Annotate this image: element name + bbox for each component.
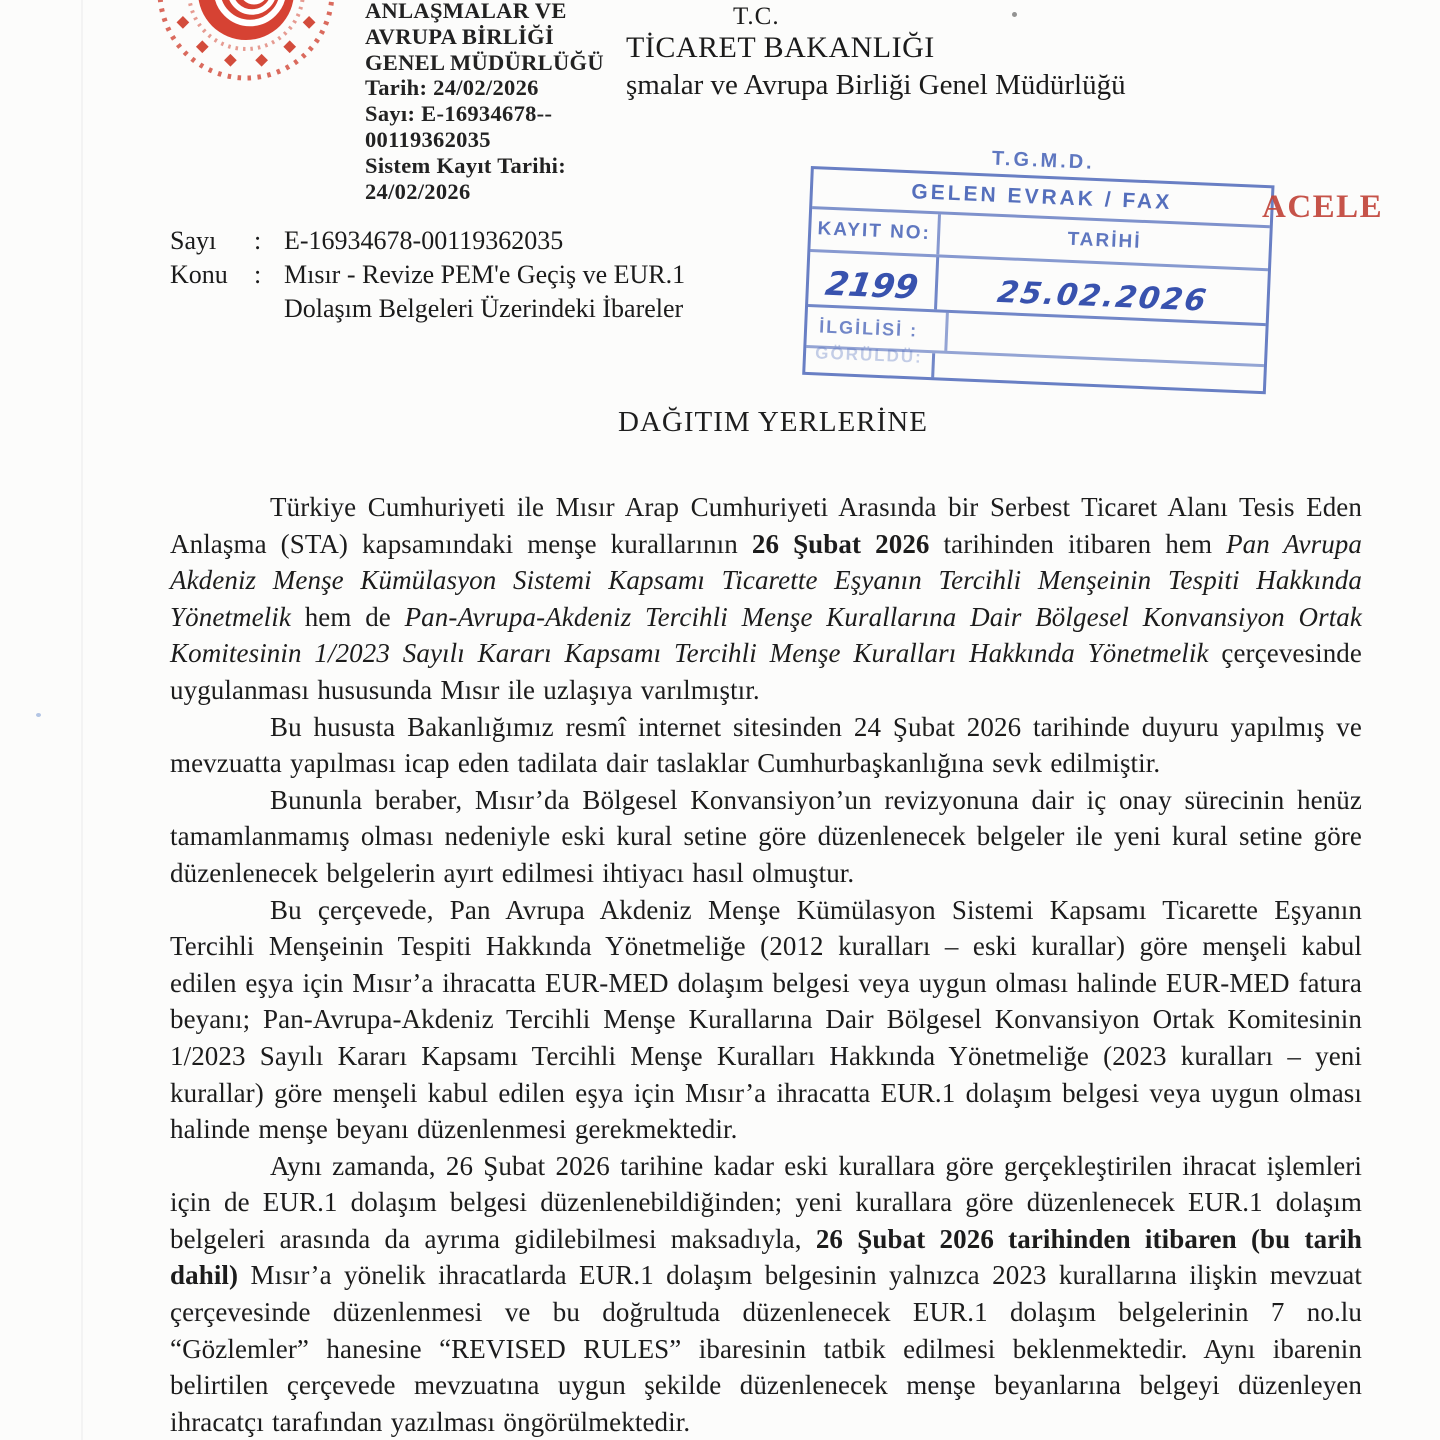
- letter-body: [170, 489, 1362, 1440]
- letterhead-number-cont: 00119362035: [365, 126, 491, 152]
- sayi-value: E-16934678-00119362035: [284, 226, 564, 255]
- letterhead-line: AVRUPA BİRLİĞİ: [365, 23, 555, 49]
- sayi-label: Sayı: [170, 226, 217, 255]
- letterhead-date: Tarih: 24/02/2026: [365, 75, 539, 101]
- konu-value-line1: Mısır - Revize PEM'e Geçiş ve EUR.1: [284, 260, 686, 289]
- body-paragraph-5: Aynı zamanda, 26 Şubat 2026 tarihine kadar eski kurallara göre gerçekleştirilen ihracat işlemleri için de EUR.1 dolaşım belgesi düzenlenebildiğinden; yeni kurallara göre düzenlenecek EUR.1 dolaşım belgeleri arasında da ayrıma gidilebilmesi maksadıyla, 26 Şubat 2026 tarihinden itibaren (bu tarih dahil) Mısır’a yönelik ihracatlarda EUR.1 dolaşım belgesinin yalnızca 2023 kurallarına ilişkin mevzuat çerçevesinde düzenlenmesi ve bu doğrultuda düzenlenecek EUR.1 dolaşım belgelerinin 7 no.lu “Gözlemler” hanesine “REVISED RULES” ibaresinin tatbik edilmesi beklenmektedir. Aynı ibarenin belirtilen çerçevede mevzuatına uygun şekilde düzenlenecek menşe beyanlarına belgeyi düzenleyen ihracatçı tarafından yazılması öngörülmektedir.: [170, 1150, 1362, 1437]
- stamp-goruldu-label: GÖRÜLDÜ:: [814, 343, 924, 367]
- reference-block: [170, 224, 685, 326]
- sayi-colon: :: [254, 226, 262, 255]
- stamp-tarih-label: TARİHİ: [1067, 228, 1142, 253]
- stamp-kayit-label: KAYIT NO:: [810, 209, 941, 254]
- body-paragraph-1: Türkiye Cumhuriyeti ile Mısır Arap Cumhuriyeti Arasında bir Serbest Ticaret Alanı Tesis Eden Anlaşma (STA) kapsamındaki menşe kurallarının 26 Şubat 2026 tarihinden itibaren hem Pan Avrupa Akdeniz Menşe Kümülasyon Sistemi Kapsamı Ticarette Eşyanın Tercihli Menşeinin Tespiti Hakkında Yönetmelik hem de Pan-Avrupa-Akdeniz Tercihli Menşe Kurallarına Dair Bölgesel Konvansiyon Ortak Komitesinin 1/2023 Sayılı Kararı Kapsamı Tercihli Menşe Kuralları Hakkında Yönetmelik çerçevesinde uygulanması hususunda Mısır ile uzlaşıya varılmıştır.: [170, 492, 1363, 705]
- stamp-box: [802, 166, 1274, 394]
- stamp-tarih-value-handwritten: 25.02.2026: [994, 274, 1210, 319]
- konu-colon: :: [254, 260, 262, 289]
- body-paragraph-3: Bununla beraber, Mısır’da Bölgesel Konvansiyon’un revizyonuna dair iç onay sürecinin henüz tamamlanmamış olması nedeniyle eski kural setine göre düzenlenecek belgeler ile yeni kural setine göre düzenlenecek belgelerin ayırt edilmesi ihtiyacı hasıl olmuştur.: [170, 784, 1362, 888]
- stamp-title: GELEN EVRAK / FAX: [812, 169, 1271, 228]
- body-paragraph-2: Bu hususta Bakanlığımız resmî internet sitesinden 24 Şubat 2026 tarihinde duyuru yapılmış ve mevzuatta yapılması icap eden tadilata dair taslaklar Cumhurbaşkanlığına sevk edilmiştir.: [170, 711, 1362, 779]
- konu-row: [170, 258, 685, 326]
- distribution-heading: DAĞITIM YERLERİNE: [618, 406, 928, 438]
- stamp-ilgili-label: İLGİLİSİ :: [806, 307, 948, 351]
- letterhead-system-date: 24/02/2026: [365, 178, 471, 204]
- letterhead-line: GENEL MÜDÜRLÜĞÜ: [365, 49, 604, 75]
- letterhead-line: ANLAŞMALAR VE: [365, 0, 567, 23]
- stamp-kayit-value-handwritten: 2199: [822, 263, 922, 306]
- urgent-marking: ACELE: [1262, 189, 1384, 225]
- sayi-row: [170, 224, 685, 258]
- letterhead-block: [365, 0, 650, 204]
- republic-abbreviation: T.C.: [733, 3, 780, 30]
- konu-value: [284, 258, 685, 326]
- ministry-title: TİCARET BAKANLIĞI: [626, 31, 935, 64]
- ministry-of-trade-emblem-icon: [152, 0, 340, 86]
- scan-artifact-line: [81, 0, 83, 1440]
- scan-speck: [36, 713, 41, 717]
- konu-label: Konu: [170, 260, 228, 289]
- stamp-agency: T.G.M.D.: [991, 147, 1096, 174]
- scan-speck: [1012, 12, 1017, 17]
- incoming-document-stamp: [802, 140, 1275, 394]
- letterhead-system-date-label: Sistem Kayıt Tarihi:: [365, 152, 567, 178]
- letterhead-number: Sayı: E-16934678--: [365, 101, 553, 127]
- directorate-title: şmalar ve Avrupa Birliği Genel Müdürlüğü: [626, 69, 1126, 101]
- body-paragraph-4: Bu çerçevede, Pan Avrupa Akdeniz Menşe Kümülasyon Sistemi Kapsamı Ticarette Eşyanın Tercihli Menşeinin Tespiti Hakkında Yönetmeliğe (2012 kuralları – eski kurallar) göre menşeli kabul edilen eşya için Mısır’a ihracatta EUR-MED dolaşım belgesi veya uygun olması halinde EUR-MED fatura beyanı; Pan-Avrupa-Akdeniz Tercihli Menşe Kurallarına Dair Bölgesel Konvansiyon Ortak Komitesinin 1/2023 Sayılı Kararı Kapsamı Tercihli Menşe Kuralları Hakkında Yönetmeliğe (2023 kuralları – yeni kurallar) göre menşeli kabul edilen eşya için Mısır’a ihracatta EUR.1 dolaşım belgesi veya uygun olması halinde menşe beyanı düzenlenmesi gerekmektedir.: [170, 894, 1362, 1145]
- konu-value-line2: Dolaşım Belgeleri Üzerindeki İbareler: [284, 294, 684, 323]
